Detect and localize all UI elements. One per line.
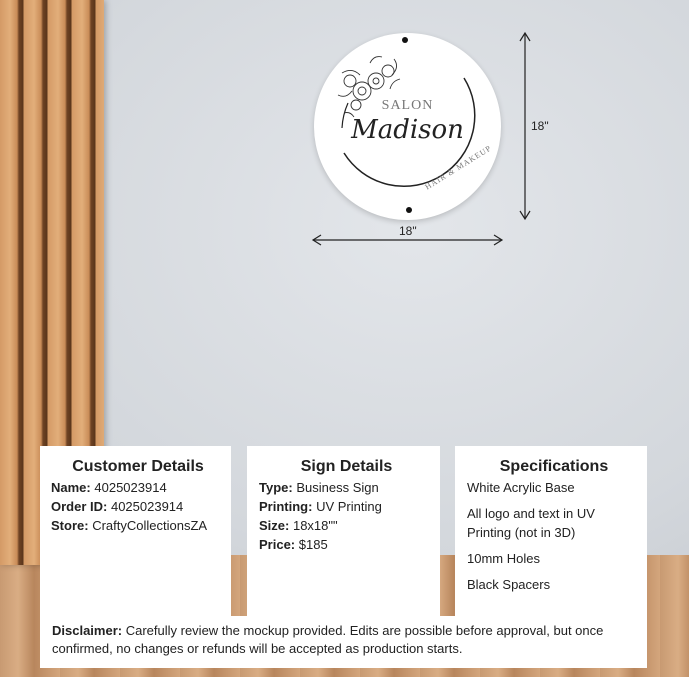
order-id-row	[51, 497, 225, 516]
store-label: Store:	[51, 518, 89, 533]
mounting-hole-bottom	[406, 207, 412, 213]
sign-details-card	[247, 446, 440, 618]
size-label: Size:	[259, 518, 290, 533]
size-row	[259, 516, 434, 535]
spec-item: All logo and text in UV Printing (not in 3D)	[467, 506, 595, 540]
printing-label: Printing:	[259, 499, 313, 514]
specifications-title: Specifications	[499, 458, 609, 475]
size-value: 18x18""	[292, 518, 338, 533]
customer-details-title: Customer Details	[72, 458, 204, 475]
order-id-label: Order ID:	[51, 499, 108, 514]
width-dimension-label: 18"	[399, 224, 417, 238]
disclaimer-text: Carefully review the mockup provided. Edits are possible before approval, but once confirmed, no changes or refunds will be accepted as production starts.	[52, 623, 604, 656]
sign-brand-sub: HAIR & MAKEUP	[423, 143, 494, 192]
store-value: CraftyCollectionsZA	[92, 518, 208, 533]
sign-type-value: Business Sign	[296, 480, 379, 495]
spec-item: Black Spacers	[467, 577, 551, 592]
height-dimension-label: 18"	[531, 119, 549, 133]
disclaimer-box	[40, 616, 647, 668]
order-id-value: 4025023914	[110, 499, 184, 514]
price-value: $185	[298, 537, 328, 552]
spec-item: 10mm Holes	[467, 551, 540, 566]
customer-name-row	[51, 478, 225, 497]
price-label: Price:	[259, 537, 296, 552]
sign-brand-small: SALON	[381, 98, 434, 113]
sign-mockup	[314, 33, 501, 220]
customer-name-value: 4025023914	[94, 480, 167, 495]
disclaimer-label: Disclaimer:	[52, 623, 123, 638]
mounting-hole-top	[402, 37, 408, 43]
specifications-card	[455, 446, 647, 618]
store-row	[51, 516, 225, 535]
sign-type-label: Type:	[259, 480, 293, 495]
customer-details-card	[40, 446, 231, 618]
sign-brand-name: Madison	[351, 115, 464, 145]
sign-type-row	[259, 478, 434, 497]
sign-details-title: Sign Details	[300, 458, 393, 475]
printing-value: UV Printing	[316, 499, 382, 514]
spec-item: White Acrylic Base	[467, 480, 575, 495]
customer-name-label: Name:	[51, 480, 91, 495]
printing-row	[259, 497, 434, 516]
price-row	[259, 535, 434, 554]
